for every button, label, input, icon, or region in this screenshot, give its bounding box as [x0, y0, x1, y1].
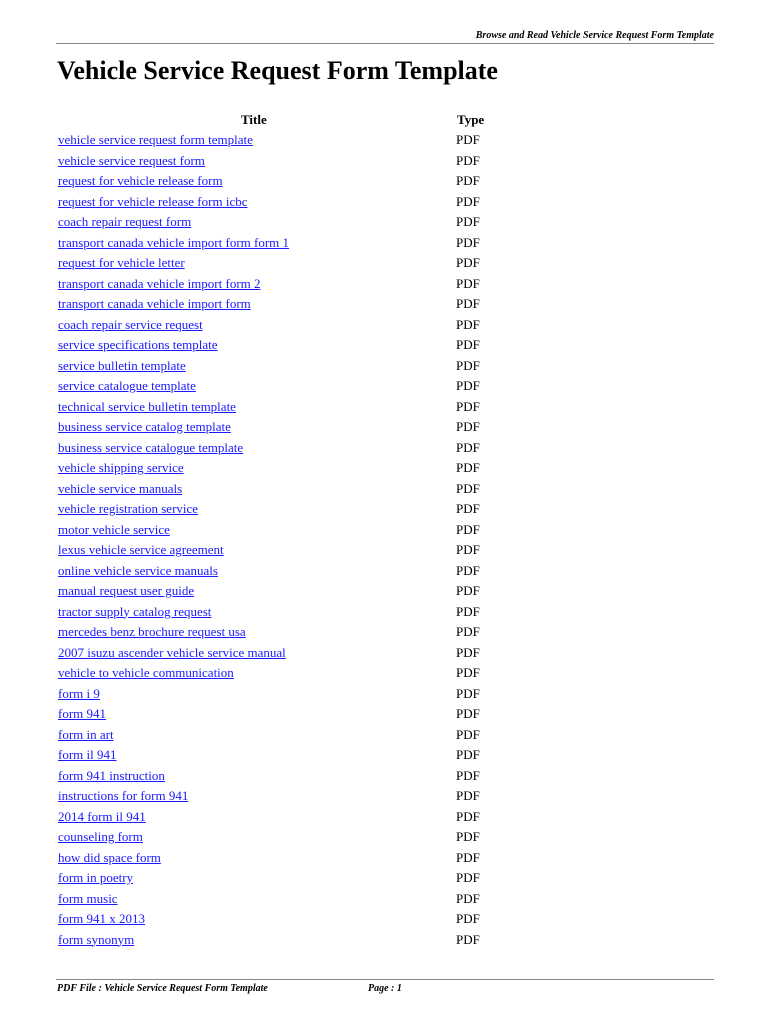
document-type: PDF [456, 911, 480, 926]
document-title-link[interactable]: form 941 x 2013 [58, 911, 146, 926]
list-item [58, 479, 558, 500]
document-title-link[interactable]: form il 941 [58, 747, 117, 762]
document-type: PDF [456, 931, 480, 947]
document-type: PDF [456, 378, 480, 393]
document-title-link[interactable]: vehicle to vehicle communication [58, 665, 234, 680]
list-item [58, 766, 558, 787]
document-type: PDF [456, 439, 480, 455]
document-title-link[interactable]: vehicle service request form [58, 152, 205, 168]
column-header-title: Title [241, 112, 267, 127]
document-title-link[interactable]: tractor supply catalog request [58, 603, 212, 619]
list-item [58, 889, 558, 910]
document-title-link[interactable]: transport canada vehicle import form [58, 296, 251, 311]
document-type: PDF [456, 480, 480, 496]
document-title-link[interactable]: vehicle registration service [58, 501, 199, 516]
list-item [58, 663, 558, 684]
document-title-link[interactable]: vehicle service manuals [58, 480, 183, 496]
document-title-link[interactable]: form in poetry [58, 870, 134, 885]
document-type: PDF [456, 808, 480, 824]
document-type: PDF [456, 419, 480, 434]
document-title-link[interactable]: 2007 isuzu ascender vehicle service manual [58, 644, 286, 660]
document-list [58, 130, 558, 950]
list-item [58, 130, 558, 151]
document-title-link[interactable]: online vehicle service manuals [58, 562, 218, 578]
list-item [58, 786, 558, 807]
list-item [58, 909, 558, 930]
document-type: PDF [456, 685, 480, 701]
list-item [58, 581, 558, 602]
document-title-link[interactable]: form in art [58, 726, 114, 742]
document-title-link[interactable]: business service catalogue template [58, 439, 244, 455]
list-item [58, 253, 558, 274]
document-type: PDF [456, 788, 480, 803]
list-item [58, 704, 558, 725]
document-title-link[interactable]: how did space form [58, 849, 161, 865]
list-item [58, 438, 558, 459]
document-title-link[interactable]: business service catalog template [58, 419, 231, 434]
document-title-link[interactable]: form 941 [58, 706, 107, 721]
document-type: PDF [456, 726, 480, 742]
document-title-link[interactable]: service specifications template [58, 337, 218, 352]
footer-divider [56, 979, 714, 980]
document-title-link[interactable]: request for vehicle release form icbc [58, 193, 248, 209]
document-type: PDF [456, 214, 480, 229]
document-title-link[interactable]: instructions for form 941 [58, 788, 189, 803]
list-item [58, 212, 558, 233]
document-title-link[interactable]: service bulletin template [58, 357, 186, 373]
document-type: PDF [456, 890, 480, 906]
document-title-link[interactable]: request for vehicle letter [58, 255, 185, 270]
list-item [58, 294, 558, 315]
document-type: PDF [456, 501, 480, 516]
running-header: Browse and Read Vehicle Service Request Form Template [475, 30, 714, 41]
document-title-link[interactable]: transport canada vehicle import form 2 [58, 275, 261, 291]
list-item [58, 807, 558, 828]
list-item [58, 643, 558, 664]
document-title-link[interactable]: 2014 form il 941 [58, 808, 146, 824]
document-title-link[interactable]: coach repair service request [58, 316, 203, 332]
list-item [58, 151, 558, 172]
document-type: PDF [456, 460, 480, 475]
page-title: Vehicle Service Request Form Template [57, 56, 498, 85]
list-item [58, 622, 558, 643]
document-type: PDF [456, 275, 480, 291]
list-item [58, 356, 558, 377]
list-item [58, 192, 558, 213]
document-type: PDF [456, 132, 480, 147]
document-type: PDF [456, 193, 480, 209]
document-title-link[interactable]: form i 9 [58, 685, 100, 701]
document-type: PDF [456, 234, 480, 250]
document-type: PDF [456, 542, 480, 557]
list-item [58, 335, 558, 356]
document-title-link[interactable]: form music [58, 890, 118, 906]
document-type: PDF [456, 829, 480, 844]
document-title-link[interactable]: counseling form [58, 829, 143, 844]
list-item [58, 417, 558, 438]
document-title-link[interactable]: service catalogue template [58, 378, 196, 393]
document-type: PDF [456, 357, 480, 373]
document-title-link[interactable]: motor vehicle service [58, 521, 170, 537]
list-item [58, 540, 558, 561]
document-type: PDF [456, 747, 480, 762]
list-item [58, 397, 558, 418]
document-type: PDF [456, 706, 480, 721]
list-item [58, 602, 558, 623]
document-type: PDF [456, 562, 480, 578]
document-title-link[interactable]: vehicle shipping service [58, 460, 184, 475]
footer-file-label: PDF File : Vehicle Service Request Form Template [57, 983, 268, 994]
list-item [58, 458, 558, 479]
document-type: PDF [456, 316, 480, 332]
document-type: PDF [456, 255, 480, 270]
document-type: PDF [456, 521, 480, 537]
list-item [58, 274, 558, 295]
document-title-link[interactable]: form synonym [58, 931, 135, 947]
document-title-link[interactable]: technical service bulletin template [58, 398, 236, 414]
list-item [58, 868, 558, 889]
list-item [58, 376, 558, 397]
list-item [58, 827, 558, 848]
list-item [58, 561, 558, 582]
list-item [58, 499, 558, 520]
list-item [58, 171, 558, 192]
document-type: PDF [456, 173, 480, 188]
document-type: PDF [456, 644, 480, 660]
document-type: PDF [456, 583, 480, 598]
list-item [58, 930, 558, 951]
document-type: PDF [456, 152, 480, 168]
document-title-link[interactable]: mercedes benz brochure request usa [58, 624, 246, 639]
list-item [58, 848, 558, 869]
document-type: PDF [456, 296, 480, 311]
list-item [58, 745, 558, 766]
document-type: PDF [456, 337, 480, 352]
document-type: PDF [456, 624, 480, 639]
list-item [58, 725, 558, 746]
document-title-link[interactable]: transport canada vehicle import form form 1 [58, 234, 290, 250]
document-title-link[interactable]: form 941 instruction [58, 767, 165, 783]
document-title-link[interactable]: request for vehicle release form [58, 173, 223, 188]
column-header-type: Type [457, 112, 485, 127]
document-title-link[interactable]: vehicle service request form template [58, 132, 253, 147]
document-title-link[interactable]: coach repair request form [58, 214, 192, 229]
list-item [58, 684, 558, 705]
document-type: PDF [456, 603, 480, 619]
list-item [58, 233, 558, 254]
header-divider [56, 43, 714, 44]
document-title-link[interactable]: lexus vehicle service agreement [58, 542, 224, 557]
document-type: PDF [456, 398, 480, 414]
list-item [58, 315, 558, 336]
document-type: PDF [456, 665, 480, 680]
footer-page-number: Page : 1 [368, 983, 402, 994]
document-type: PDF [456, 849, 480, 865]
document-type: PDF [456, 870, 480, 885]
list-item [58, 520, 558, 541]
document-title-link[interactable]: manual request user guide [58, 583, 195, 598]
document-type: PDF [456, 767, 480, 783]
